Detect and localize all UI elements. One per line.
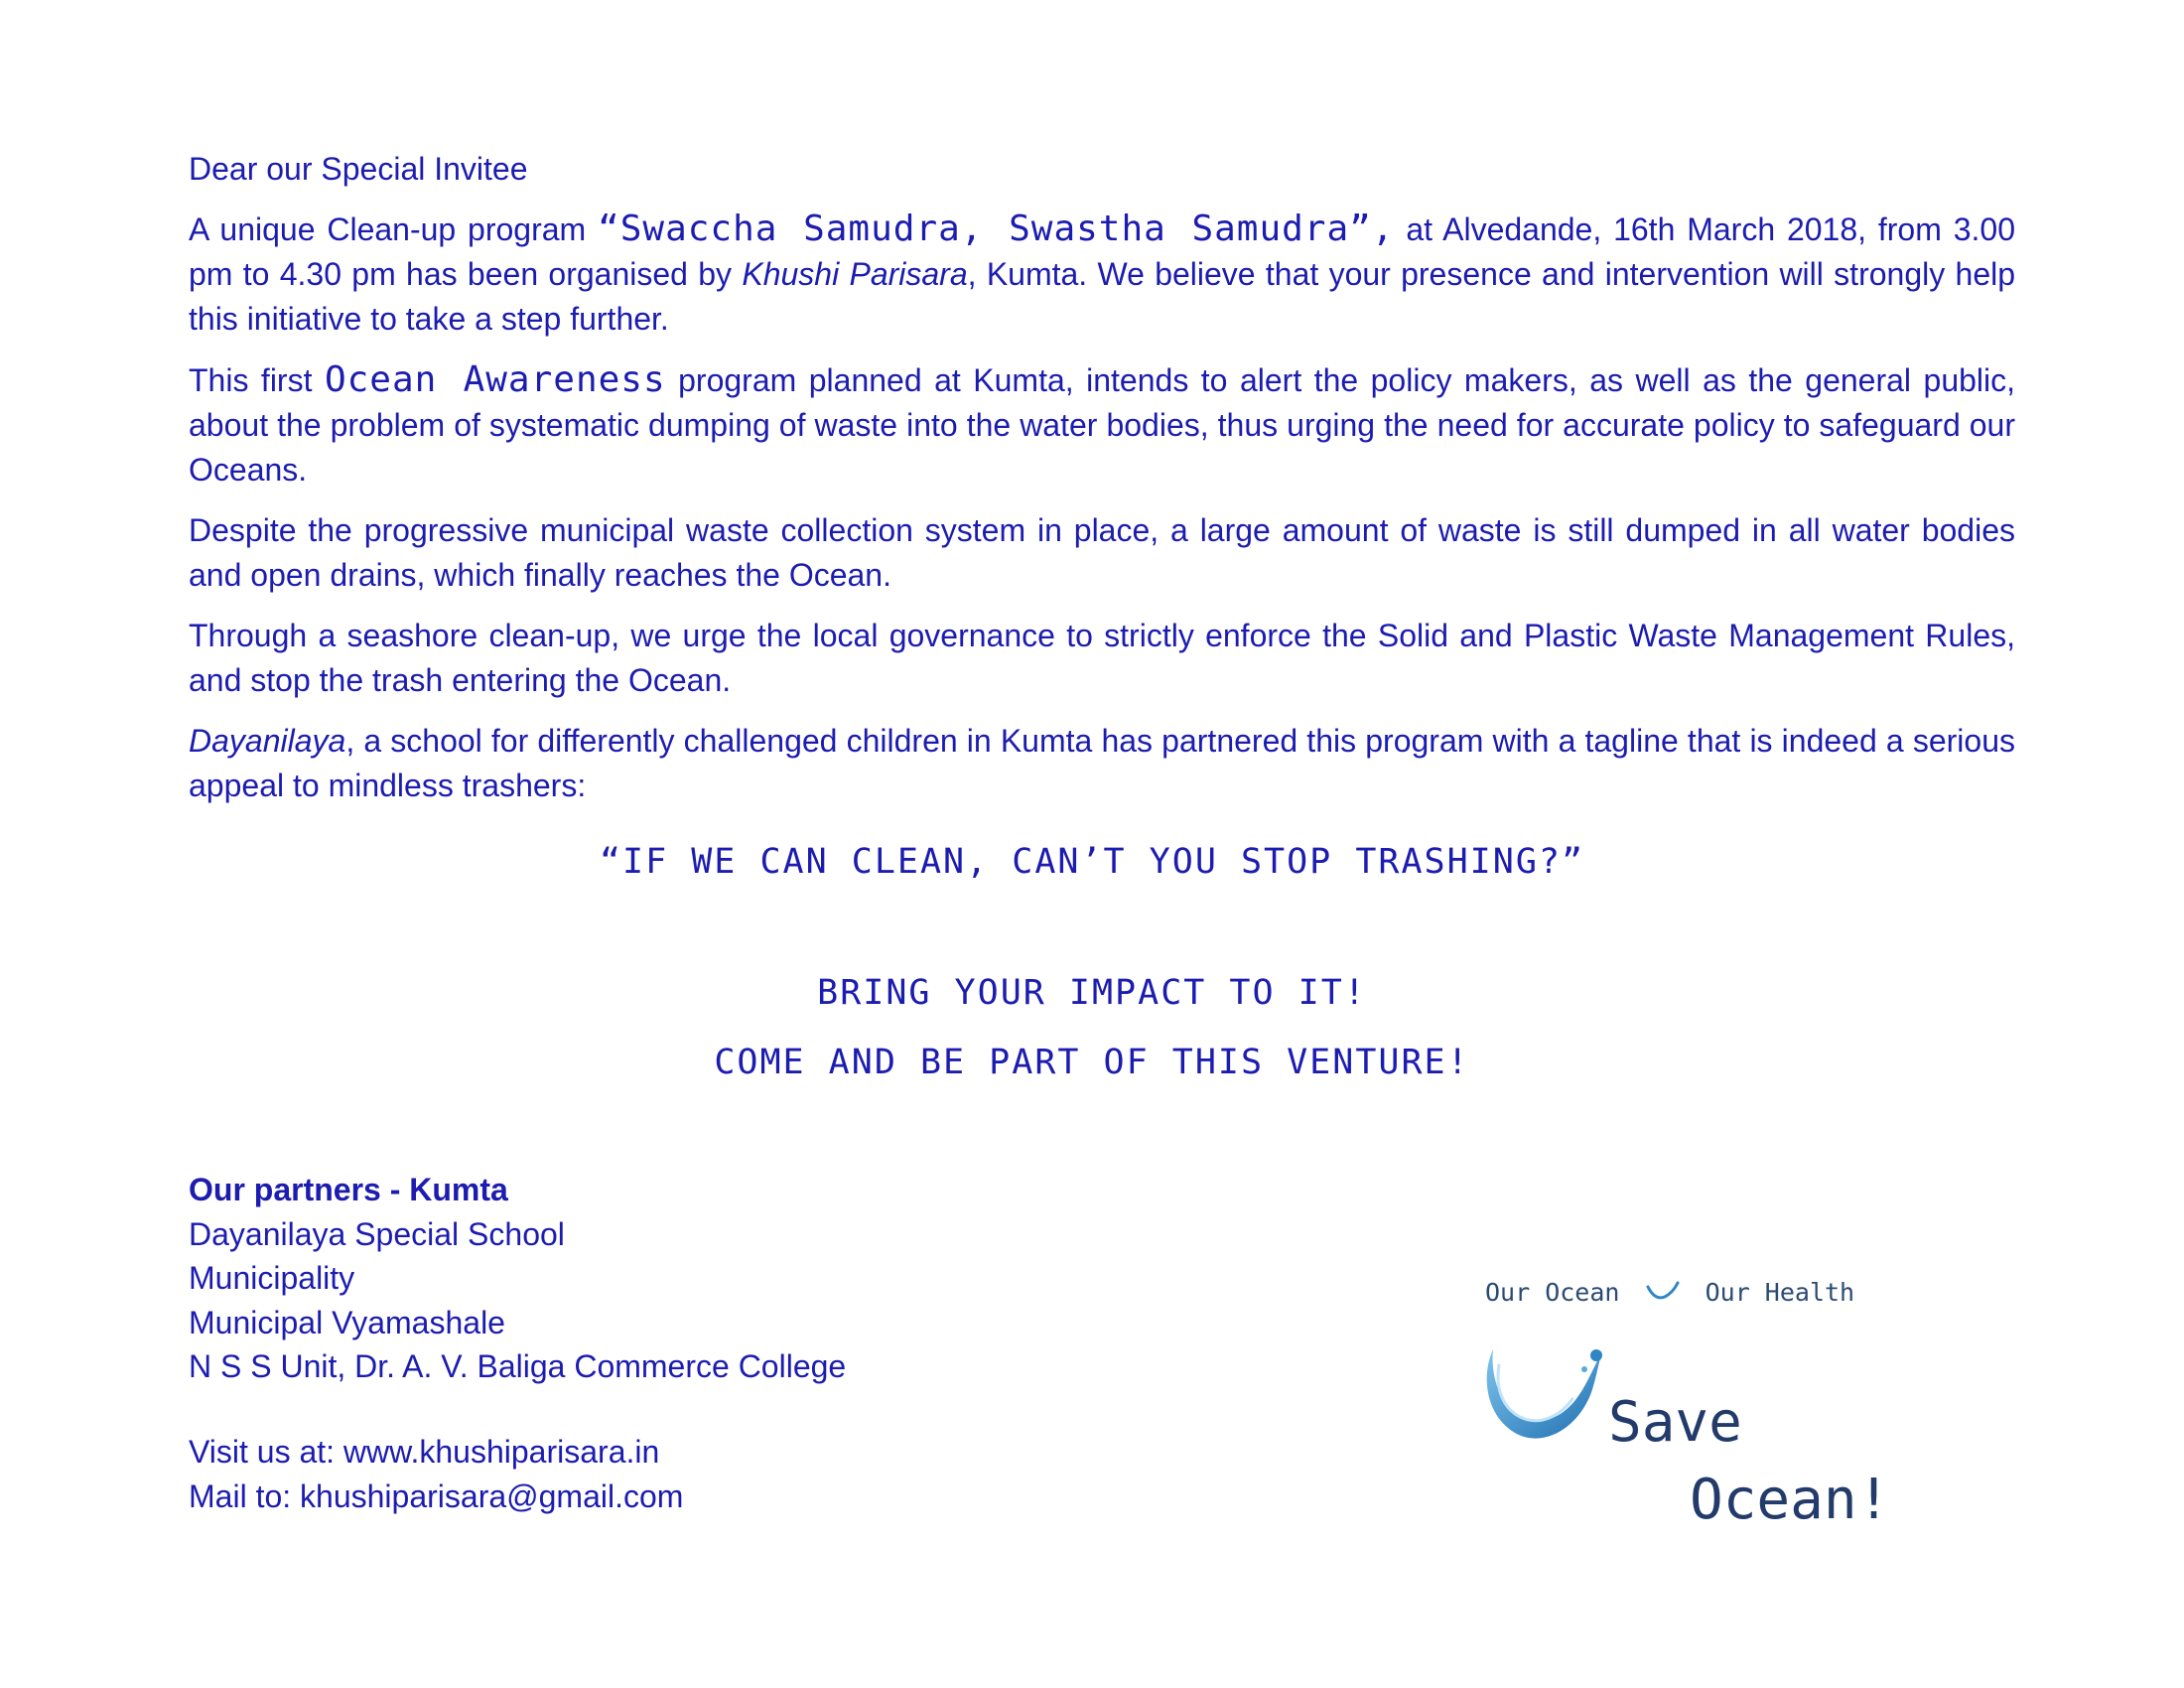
partner-item: Municipality — [189, 1260, 355, 1296]
wave-tick-icon — [1645, 1281, 1681, 1303]
partners-section — [189, 1168, 846, 1389]
save-ocean-logo — [1479, 1276, 1946, 1534]
paragraph-program-intro: A unique Clean-up program — [189, 211, 599, 247]
slogan-venture: COME AND BE PART OF THIS VENTURE! — [714, 1043, 1470, 1082]
partner-item: Municipal Vyamashale — [189, 1304, 505, 1340]
program-name: “Swaccha Samudra, Swastha Samudra”, — [598, 209, 1395, 249]
paragraph-awareness-text: program planned at Kumta, intends to alert the policy makers, as well as the general public, about the problem of systematic dumping of waste into the water bodies, thus urging the need for accurate policy to safeguard our Oceans. — [189, 362, 2016, 488]
paragraph-program-details: at Alvedande, 16th March 2018, from 3.00 pm to 4.30 pm has been organised by — [189, 211, 2016, 292]
slogan-tagline: “IF WE CAN CLEAN, CAN’T YOU STOP TRASHING?” — [599, 842, 1585, 882]
paragraph-program-closing: , Kumta. We believe that your presence and intervention will strongly help this initiative to take a step further. — [189, 256, 2016, 337]
partners-heading: Our partners - Kumta — [189, 1172, 508, 1207]
wave-icon — [1479, 1345, 1608, 1455]
slogan-impact: BRING YOUR IMPACT TO IT! — [817, 973, 1367, 1013]
logo-tag-right: Our Health — [1705, 1277, 1855, 1307]
paragraph-partner — [189, 719, 2015, 808]
school-name: Dayanilaya — [189, 723, 346, 759]
paragraph-cleanup: Through a seashore clean-up, we urge the local governance to strictly enforce the Solid and Plastic Waste Management Rules, and stop the trash entering the Ocean. — [189, 618, 2015, 698]
letter-body — [189, 149, 2015, 824]
partner-item: Dayanilaya Special School — [189, 1215, 565, 1252]
contact-section — [189, 1430, 683, 1518]
organiser-name: Khushi Parisara — [742, 256, 968, 292]
paragraph-partner-text: , a school for differently challenged children in Kumta has partnered this program with a tagline that is indeed a serious appeal to mindless trashers: — [189, 723, 2015, 803]
email-link[interactable]: Mail to: khushiparisara@gmail.com — [189, 1477, 684, 1514]
website-link[interactable]: Visit us at: www.khushiparisara.in — [189, 1434, 660, 1470]
logo-tagline — [1485, 1276, 1854, 1307]
paragraph-program — [189, 207, 2015, 342]
logo-save-text: Save — [1608, 1390, 1742, 1455]
logo-tag-left: Our Ocean — [1485, 1277, 1620, 1307]
paragraph-awareness — [189, 357, 2015, 492]
logo-ocean-text: Ocean! — [1690, 1468, 1891, 1532]
paragraph-waste: Despite the progressive municipal waste collection system in place, a large amount of waste is still dumped in all water bodies and open drains, which finally reaches the Ocean. — [189, 512, 2015, 593]
partner-item: N S S Unit, Dr. A. V. Baliga Commerce College — [189, 1348, 847, 1384]
salutation: Dear our Special Invitee — [189, 151, 528, 187]
ocean-awareness-highlight: Ocean Awareness — [324, 359, 666, 400]
paragraph-awareness-intro: This first — [189, 362, 325, 398]
